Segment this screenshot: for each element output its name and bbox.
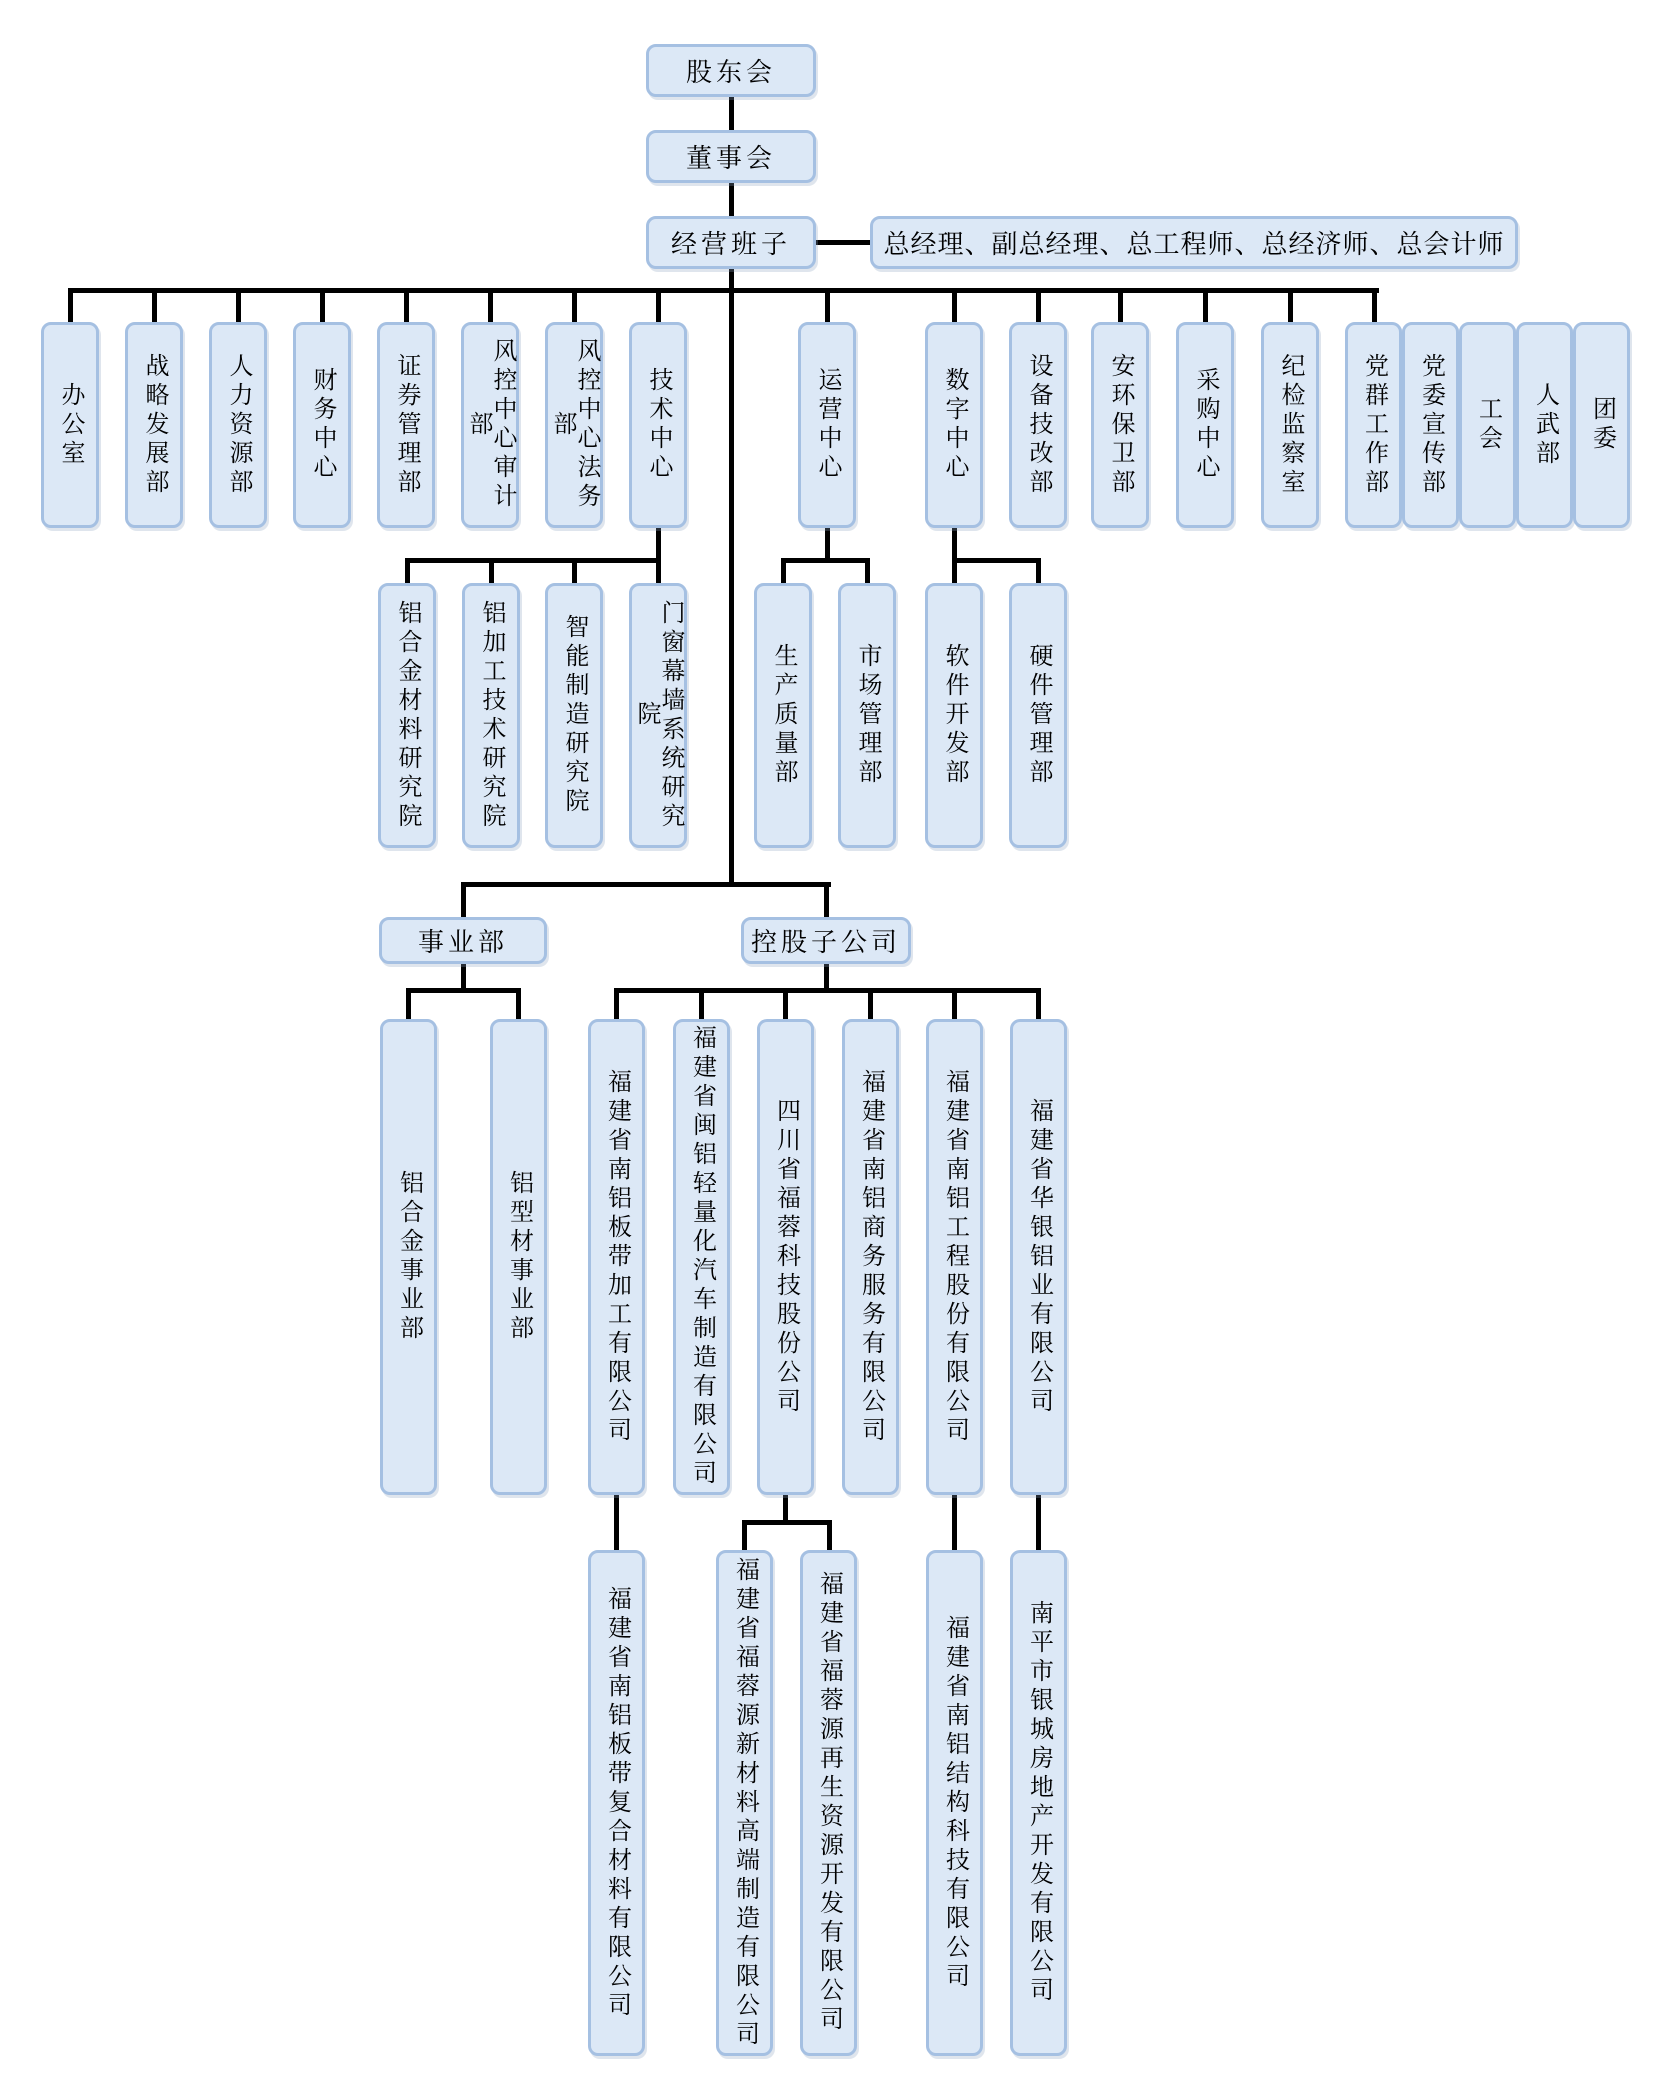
node-dept-software-development: 软件开发部 (925, 583, 983, 848)
node-subsidiary-structure-tech: 福建省南铝结构科技有限公司 (926, 1550, 983, 2056)
connector-line (461, 882, 466, 917)
node-subsidiary-furong-new-materials: 福建省福蓉源新材料高端制造有限公司 (716, 1550, 773, 2056)
connector-line (827, 1520, 832, 1550)
connector-line (952, 988, 957, 1019)
connector-line (236, 288, 241, 322)
connector-line (152, 288, 157, 322)
connector-line (824, 882, 829, 917)
connector-main-trunk (729, 269, 734, 887)
connector-line (489, 558, 494, 583)
node-dept-procurement-center: 采购中心 (1176, 322, 1234, 528)
connector-line (825, 288, 830, 322)
node-executives: 总经理、副总经理、总工程师、总经济师、总会计师 (870, 216, 1518, 269)
connector-line (614, 988, 619, 1019)
node-dept-market-management: 市场管理部 (838, 583, 896, 848)
node-subsidiary-strip-processing: 福建省南铝板带加工有限公司 (588, 1019, 645, 1495)
connector-line (952, 288, 957, 322)
node-dept-party-mass-work: 党群工作部 (1345, 322, 1402, 528)
connector-line (572, 288, 577, 322)
connector-line (656, 558, 661, 583)
node-dept-armed-forces: 人武部 (1516, 322, 1573, 528)
node-subsidiary-lightweight-auto: 福建省闽铝轻量化汽车制造有限公司 (673, 1019, 730, 1495)
connector-line (614, 1495, 619, 1550)
connector-line (781, 558, 786, 583)
connector-line (865, 558, 870, 583)
node-dept-labor-union: 工会 (1459, 322, 1516, 528)
node-dept-risk-legal: 风控中心法务部 (545, 322, 603, 528)
node-dept-risk-audit: 风控中心审计部 (461, 322, 519, 528)
node-institute-curtain-wall: 门窗幕墙系统研究院 (629, 583, 687, 848)
connector-line (952, 1495, 957, 1550)
node-division-profile: 铝型材事业部 (490, 1019, 547, 1495)
connector-institutes-bus (405, 558, 661, 563)
node-dept-production-quality: 生产质量部 (754, 583, 812, 848)
connector-line (1036, 988, 1041, 1019)
connector-line (742, 1520, 747, 1550)
node-holding-subsidiaries-group: 控股子公司 (741, 917, 911, 964)
node-dept-youth-league: 团委 (1573, 322, 1630, 528)
connector-furong-bus (742, 1520, 831, 1525)
node-dept-strategy-development: 战略发展部 (125, 322, 183, 528)
node-dept-hardware-management: 硬件管理部 (1009, 583, 1067, 848)
connector-line (1036, 1495, 1041, 1550)
node-board-of-directors: 董事会 (646, 130, 816, 183)
node-institute-processing-tech: 铝加工技术研究院 (462, 583, 520, 848)
connector-line (516, 988, 521, 1019)
connector-division-bus (406, 988, 520, 993)
connector-line (729, 97, 734, 130)
node-dept-safety-environment: 安环保卫部 (1091, 322, 1149, 528)
connector-line (868, 988, 873, 1019)
node-subsidiary-business-services: 福建省南铝商务服务有限公司 (842, 1019, 899, 1495)
node-management-team: 经营班子 (646, 216, 816, 269)
connector-line (1203, 288, 1208, 322)
connector-line (656, 288, 661, 322)
node-shareholders-meeting: 股东会 (646, 44, 816, 97)
connector-line (783, 988, 788, 1019)
node-subsidiary-strip-composite: 福建省南铝板带复合材料有限公司 (588, 1550, 645, 2056)
node-dept-tech-center: 技术中心 (629, 322, 687, 528)
connector-line (1036, 558, 1041, 583)
node-subsidiary-engineering: 福建省南铝工程股份有限公司 (926, 1019, 983, 1495)
node-dept-human-resources: 人力资源部 (209, 322, 267, 528)
node-dept-securities-management: 证券管理部 (377, 322, 435, 528)
connector-line (406, 988, 411, 1019)
connector-line (1036, 288, 1041, 322)
connector-line (572, 558, 577, 583)
connector-line (1288, 288, 1293, 322)
node-business-division-group: 事业部 (379, 917, 547, 964)
node-dept-party-publicity: 党委宣传部 (1402, 322, 1459, 528)
connector-line (404, 288, 409, 322)
connector-split-bus (461, 882, 831, 887)
node-dept-operations-center: 运营中心 (798, 322, 856, 528)
node-dept-office: 办公室 (41, 322, 99, 528)
node-subsidiary-yincheng-realestate: 南平市银城房地产开发有限公司 (1010, 1550, 1067, 2056)
connector-line (1372, 288, 1377, 322)
node-subsidiary-furong-tech: 四川省福蓉科技股份公司 (757, 1019, 814, 1495)
node-institute-alloy-materials: 铝合金材料研究院 (378, 583, 436, 848)
node-subsidiary-furong-recycling: 福建省福蓉源再生资源开发有限公司 (800, 1550, 857, 2056)
node-dept-digital-center: 数字中心 (925, 322, 983, 528)
connector-line (1118, 288, 1123, 322)
connector-department-bus (68, 288, 1379, 293)
connector-line (320, 288, 325, 322)
connector-line (699, 988, 704, 1019)
connector-line (68, 288, 73, 322)
connector-line (488, 288, 493, 322)
node-subsidiary-huayin-aluminum: 福建省华银铝业有限公司 (1010, 1019, 1067, 1495)
connector-line (952, 558, 957, 583)
connector-line (405, 558, 410, 583)
node-dept-discipline-inspection: 纪检监察室 (1261, 322, 1319, 528)
connector-holding-bus (614, 988, 1040, 993)
node-institute-smart-manufacturing: 智能制造研究院 (545, 583, 603, 848)
node-dept-equipment-upgrade: 设备技改部 (1009, 322, 1067, 528)
connector-ops-bus (781, 558, 869, 563)
connector-line (816, 240, 870, 245)
connector-line (729, 183, 734, 216)
connector-digital-bus (952, 558, 1040, 563)
node-dept-finance-center: 财务中心 (293, 322, 351, 528)
node-division-alloy: 铝合金事业部 (380, 1019, 437, 1495)
